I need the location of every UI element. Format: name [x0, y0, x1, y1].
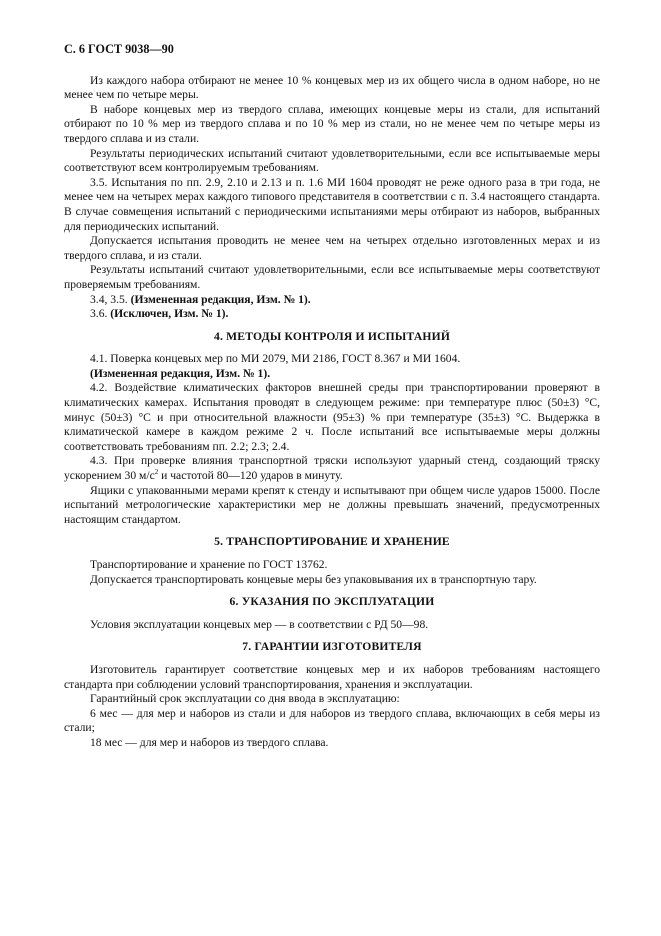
paragraph: Из каждого набора отбирают не менее 10 % концевых мер из их общего числа в одном наборе, но не менее чем по четыре меры.: [64, 73, 600, 102]
paragraph: 4.2. Воздействие климатических факторов внешней среды при транспортировании проверяют в климатических камерах. Испытания проводят в следующем режиме: при температуре плюс (50±3) °С, минус (50±3) °С и при относительной влажности (95±3) % при температуре (35±3) °С. Выдержка в климатической камере в каждом режиме 2 ч. После испытаний все испытываемые меры должны соответствовать требованиям пп. 2.2; 2.3; 2.4.: [64, 381, 600, 453]
paragraph: 18 мес — для мер и наборов из твердого сплава.: [90, 735, 329, 749]
section-title: 5. ТРАНСПОРТИРОВАНИЕ И ХРАНЕНИЕ: [214, 535, 450, 549]
paragraph: Допускается транспортировать концевые меры без упаковывания их в транспортную тару.: [90, 572, 537, 586]
paragraph: Изготовитель гарантирует соответствие концевых мер и их наборов требованиям настоящего стандарта при соблюдении условий транспортирования, хранения и эксплуатации.: [64, 662, 600, 691]
amendment-note: [64, 293, 600, 308]
paragraph: 6 мес — для мер и наборов из стали и для наборов из твердого сплава, включающих в себя меры из стали;: [64, 706, 600, 735]
amendment-text: (Исключен, Изм. № 1).: [110, 307, 229, 321]
paragraph: Результаты периодических испытаний считают удовлетворительными, если все испытываемые меры соответствуют всем контролируемым требованиям.: [64, 146, 600, 175]
paragraph: Ящики с упакованными мерами крепят к стенду и испытывают при общем числе ударов 15000. После испытаний метрологические характеристики мер не должны превышать значений, предусмотренных настоящим стандартом.: [64, 483, 600, 526]
clause-number: 3.4, 3.5.: [90, 292, 128, 306]
paragraph: Результаты испытаний считают удовлетворительными, если все испытываемые меры соответствуют проверяемым требованиям.: [64, 263, 600, 291]
amendment-note: [64, 307, 600, 322]
amendment-text: (Измененная редакция, Изм. № 1).: [130, 292, 311, 306]
clause-number: 3.6.: [90, 307, 108, 321]
paragraph: Транспортирование и хранение по ГОСТ 13762.: [90, 558, 328, 571]
paragraph: Гарантийный срок эксплуатации со дня ввода в эксплуатацию:: [90, 692, 400, 706]
paragraph: 4.1. Поверка концевых мер по МИ 2079, МИ 2186, ГОСТ 8.367 и МИ 1604.: [90, 352, 461, 366]
superscript: 2: [154, 468, 159, 477]
paragraph: Условия эксплуатации концевых мер — в соответствии с РД 50—98.: [90, 617, 429, 631]
paragraph: 4.3. При проверке влияния транспортной тряски используют ударный стенд, создающий тряску ускорением 30 $м/с^2$ и частотой 80—120 ударов в минуту.: [64, 454, 600, 483]
section-title: 4. МЕТОДЫ КОНТРОЛЯ И ИСПЫТАНИЙ: [213, 329, 451, 343]
paragraph: В наборе концевых мер из твердого сплава, имеющих концевые меры из стали, для испытаний отбирают по 10 % мер из твердого сплава и по 10 % мер из стали, но не менее чем по четыре меры из твердого сплава и из стали.: [64, 102, 600, 145]
paragraph: Допускается испытания проводить не менее чем на четырех отдельно изготовленных мерах и из твердого сплава, и из стали.: [64, 234, 600, 262]
section-title: 7. ГАРАНТИИ ИЗГОТОВИТЕЛЯ: [242, 640, 422, 654]
section-title: 6. УКАЗАНИЯ ПО ЭКСПЛУАТАЦИИ: [229, 595, 435, 609]
amendment-text: (Измененная редакция, Изм. № 1).: [90, 366, 271, 380]
paragraph: 3.5. Испытания по пп. 2.9, 2.10 и 2.13 и п. 1.6 МИ 1604 проводят не реже одного раза в три года, не менее чем на четырех мерах каждого типового представителя в соответствии с п. 3.4 настоящего стандарта. В случае совмещения испытаний с периодическими испытаниями меры отбирают из наборов, выбранных для периодических испытаний.: [64, 175, 600, 233]
page-header: С. 6 ГОСТ 9038—90: [64, 42, 174, 56]
document-page: [64, 42, 600, 751]
